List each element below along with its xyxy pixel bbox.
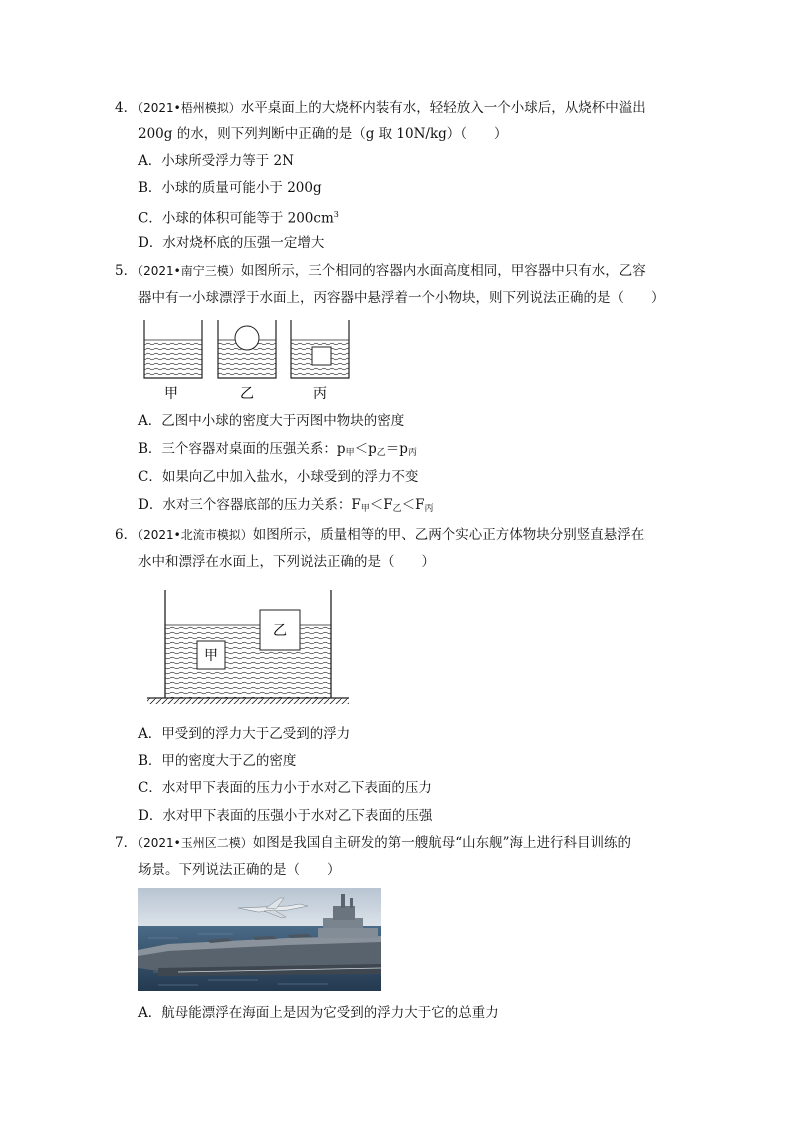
- q7-number: 7．: [115, 835, 138, 851]
- q7-stem-line2: 场景。下列说法正确的是（ ）: [138, 862, 341, 878]
- q5-stem-line2: 器中有一小球漂浮于水面上，丙容器中悬浮着一个小物块，则下列说法正确的是（ ）: [138, 290, 665, 306]
- block-jia: [197, 641, 225, 669]
- q7-stem-line1: [115, 833, 631, 853]
- q4-source: （2021•梧州模拟）: [137, 101, 241, 115]
- q5-option-d-sub1: 甲: [360, 504, 370, 514]
- q6-option-a: A．甲受到的浮力大于乙受到的浮力: [138, 726, 351, 742]
- q4-stem-line1: [115, 98, 646, 118]
- q5-option-b-pre: B．三个容器对桌面的压强关系：p: [138, 441, 346, 457]
- q7-text1: 如图是我国自主研发的第一艘航母“山东舰”海上进行科目训练的: [252, 835, 632, 851]
- q5-option-d-mid2: ＜F: [401, 497, 425, 513]
- q5-option-d-mid1: ＜F: [369, 497, 393, 513]
- q7-source: （2021•玉州区二模）: [137, 836, 253, 850]
- q6-option-d: D．水对甲下表面的压强小于水对乙下表面的压强: [138, 808, 433, 824]
- q5-option-b-sub2: 乙: [376, 448, 386, 458]
- label-yi: 乙: [240, 386, 254, 402]
- suspended-block: [312, 347, 331, 365]
- q5-option-b-mid2: ＝p: [385, 441, 408, 457]
- q6-stem-line2: 水中和漂浮在水面上，下列说法正确的是（ ）: [138, 554, 435, 570]
- q4-option-c: [138, 205, 339, 229]
- q6-stem-line1: [115, 525, 644, 545]
- q6-source: （2021•北流市模拟）: [137, 528, 253, 542]
- q5-source: （2021•南宁三模）: [137, 264, 241, 278]
- q7-option-a: A．航母能漂浮在海面上是因为它受到的浮力大于它的总重力: [138, 1005, 499, 1021]
- q5-option-c: C．如果向乙中加入盐水，小球受到的浮力不变: [138, 469, 419, 485]
- q6-number: 6．: [115, 527, 138, 543]
- q4-stem-line2: 200g 的水，则下列判断中正确的是（g 取 10N/kg）（ ）: [138, 126, 508, 142]
- q4-option-c-text: C．小球的体积可能等于 200cm: [138, 210, 334, 227]
- q4-option-a: A．小球所受浮力等于 2N: [138, 153, 294, 169]
- q5-option-d-sub3: 丙: [424, 504, 434, 514]
- q5-stem-line1: [115, 261, 646, 281]
- q6-option-c: C．水对甲下表面的压力小于水对乙下表面的压力: [138, 780, 432, 796]
- q5-option-b-sub3: 丙: [407, 448, 417, 458]
- q5-option-d: [138, 495, 434, 519]
- block-jia-label: 甲: [204, 648, 218, 664]
- q5-option-b-sub1: 甲: [345, 448, 355, 458]
- q6-text1: 如图所示，质量相等的甲、乙两个实心正方体物块分别竖直悬浮在: [252, 527, 645, 543]
- q6-option-b: B．甲的密度大于乙的密度: [138, 753, 297, 769]
- q4-text1: 水平桌面上的大烧杯内装有水，轻轻放入一个小球后，从烧杯中溢出: [240, 100, 646, 116]
- q5-text1: 如图所示，三个相同的容器内水面高度相同，甲容器中只有水，乙容: [240, 263, 646, 279]
- q5-option-b-mid1: ＜p: [354, 441, 377, 457]
- container-jia: [144, 320, 202, 378]
- container-bing: [291, 320, 349, 378]
- q5-option-b: [138, 439, 417, 463]
- label-jia: 甲: [164, 386, 178, 402]
- container-yi: [218, 320, 276, 378]
- q6-tank-diagram: [143, 585, 353, 705]
- aircraft-carrier-photo: [138, 888, 381, 991]
- q4-option-c-sup: 3: [333, 210, 339, 219]
- q4-option-b: B．小球的质量可能小于 200g: [138, 180, 322, 196]
- label-bing: 丙: [313, 386, 327, 402]
- q5-containers-diagram: [138, 316, 368, 406]
- q4-number: 4．: [115, 100, 138, 116]
- block-yi-label: 乙: [273, 623, 287, 639]
- floating-ball: [235, 326, 259, 350]
- q5-number: 5．: [115, 263, 138, 279]
- block-yi: [260, 610, 300, 650]
- q4-option-d: D．水对烧杯底的压强一定增大: [138, 235, 325, 251]
- q5-option-a: A．乙图中小球的密度大于丙图中物块的密度: [138, 413, 405, 429]
- q5-option-d-sub2: 乙: [392, 504, 402, 514]
- q5-option-d-pre: D．水对三个容器底部的压力关系：F: [138, 497, 361, 513]
